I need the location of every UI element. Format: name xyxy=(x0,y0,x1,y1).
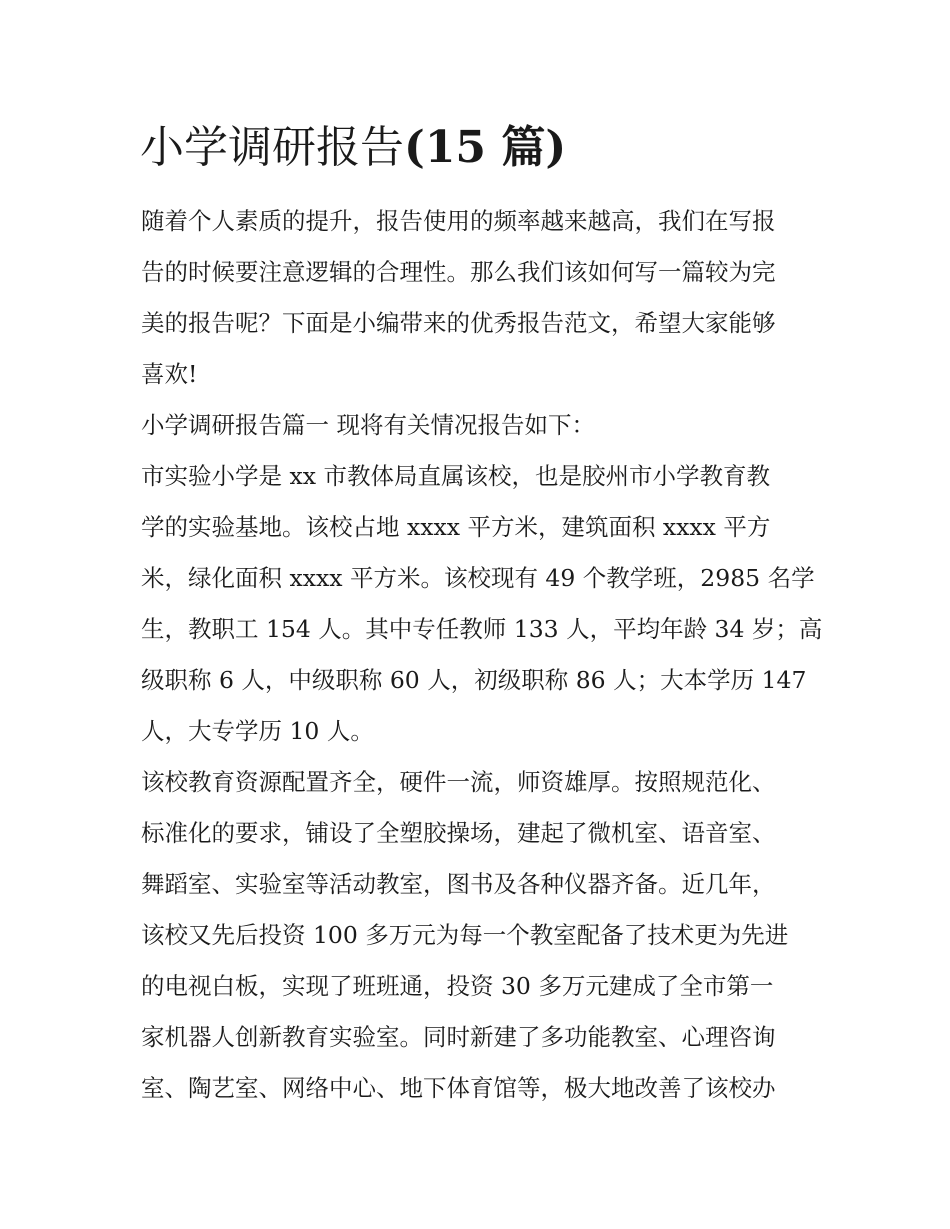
section-heading-1: 小学调研报告篇一 现将有关情况报告如下： xyxy=(141,411,595,439)
paragraph-1-line-1: 市实验小学是 xx 市教体局直属该校，也是胶州市小学教育教 xyxy=(141,462,770,490)
paragraph-2-line-2: 标准化的要求，铺设了全塑胶操场，建起了微机室、语音室、 xyxy=(141,819,776,847)
intro-line-1: 随着个人素质的提升，报告使用的频率越来越高，我们在写报 xyxy=(141,207,776,235)
paragraph-1-line-3: 米，绿化面积 xxxx 平方米。该校现有 49 个教学班，2985 名学 xyxy=(141,564,815,592)
paragraph-2-line-4: 该校又先后投资 100 多万元为每一个教室配备了技术更为先进 xyxy=(141,921,789,949)
paragraph-1-line-4: 生，教职工 154 人。其中专任教师 133 人，平均年龄 34 岁；高 xyxy=(141,615,823,643)
paragraph-2-line-7: 室、陶艺室、网络中心、地下体育馆等，极大地改善了该校办 xyxy=(141,1074,776,1102)
paragraph-2-line-6: 家机器人创新教育实验室。同时新建了多功能教室、心理咨询 xyxy=(141,1023,776,1051)
intro-line-4: 喜欢! xyxy=(141,360,198,388)
title-main: 小学调研报告 xyxy=(140,122,404,173)
paragraph-2-line-5: 的电视白板，实现了班班通，投资 30 多万元建成了全市第一 xyxy=(141,972,774,1000)
document-title xyxy=(140,118,566,178)
paragraph-1-line-5: 级职称 6 人，中级职称 60 人，初级职称 86 人；大本学历 147 xyxy=(141,666,807,694)
paragraph-1-line-6: 人，大专学历 10 人。 xyxy=(141,717,374,745)
intro-line-2: 告的时候要注意逻辑的合理性。那么我们该如何写一篇较为完 xyxy=(141,258,776,286)
document-body xyxy=(141,196,823,1114)
paragraph-2-line-3: 舞蹈室、实验室等活动教室，图书及各种仪器齐备。近几年， xyxy=(141,870,776,898)
intro-line-3: 美的报告呢？下面是小编带来的优秀报告范文，希望大家能够 xyxy=(141,309,776,337)
paragraph-1-line-2: 学的实验基地。该校占地 xxxx 平方米，建筑面积 xxxx 平方 xyxy=(141,513,771,541)
title-count: (15 篇) xyxy=(404,122,567,173)
paragraph-2-line-1: 该校教育资源配置齐全，硬件一流，师资雄厚。按照规范化、 xyxy=(141,768,776,796)
